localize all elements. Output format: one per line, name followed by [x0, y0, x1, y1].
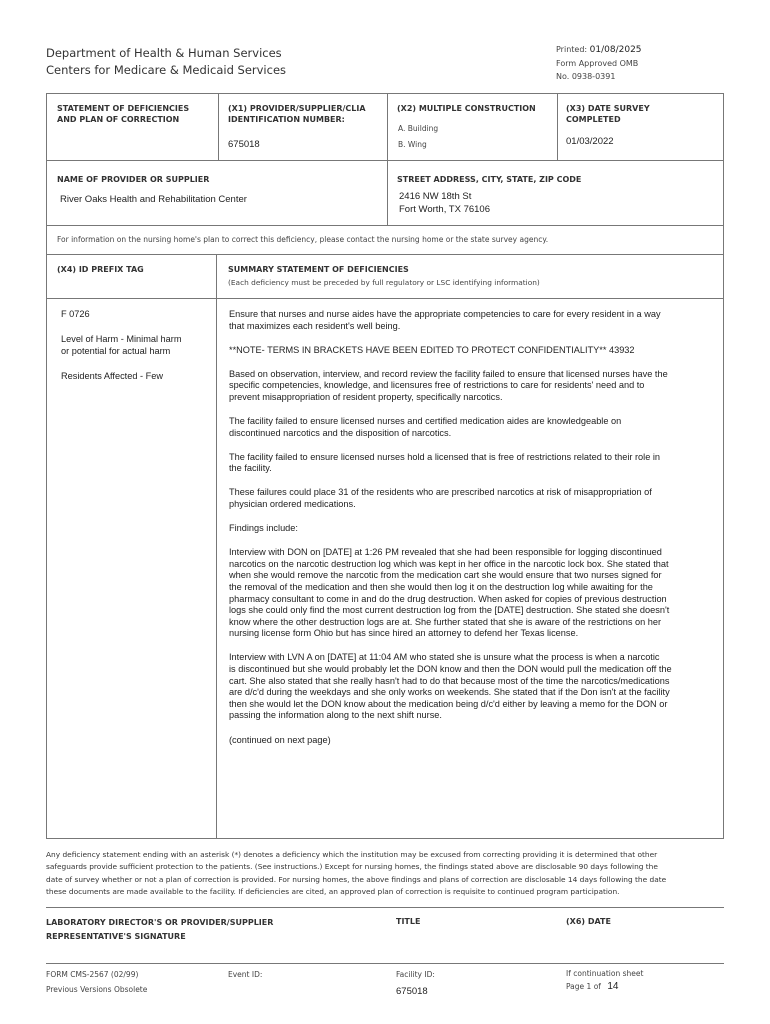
department-name: Department of Health & Human Services	[46, 46, 282, 60]
col-header-id-prefix: (X4) ID PREFIX TAG	[57, 265, 144, 274]
form-id: FORM CMS-2567 (02/99)	[46, 970, 139, 979]
wing-label: B. Wing	[398, 140, 427, 149]
printed-line	[556, 43, 642, 57]
centers-name: Centers for Medicare & Medicaid Services	[46, 63, 287, 77]
omb-line-1: Form Approved OMB	[556, 59, 639, 68]
facility-id-value: 675018	[396, 986, 428, 997]
divider-x1	[218, 93, 219, 161]
col-header-summary: SUMMARY STATEMENT OF DEFICIENCIES	[228, 265, 409, 274]
signature-top-border	[46, 907, 724, 908]
table-bottom-border	[46, 838, 724, 839]
event-id-label: Event ID:	[228, 970, 263, 979]
divider-x2	[387, 93, 388, 161]
title-label: TITLE	[396, 917, 421, 926]
top-border	[46, 93, 724, 94]
provider-id-label: (X1) PROVIDER/SUPPLIER/CLIA IDENTIFICATION NUMBER:	[228, 104, 366, 124]
date-label: (X6) DATE	[566, 917, 611, 926]
footer-top-border	[46, 963, 724, 964]
building-label: A. Building	[398, 124, 439, 133]
provider-id-value: 675018	[228, 139, 260, 150]
row-divider-3	[46, 254, 724, 255]
left-border-main	[46, 254, 47, 839]
divider-x3	[557, 93, 558, 161]
omb-line-2: No. 0938-0391	[556, 72, 616, 81]
printed-date: 01/08/2025	[589, 45, 642, 55]
divider-address	[387, 160, 388, 226]
tag-id: F 0726	[61, 309, 90, 319]
provider-name-label: NAME OF PROVIDER OR SUPPLIER	[57, 175, 210, 184]
continuation-label: If continuation sheet	[566, 969, 644, 978]
right-border-main	[723, 254, 724, 839]
column-divider	[216, 254, 217, 839]
multiple-construction-label: (X2) MULTIPLE CONSTRUCTION	[397, 104, 536, 113]
date-survey-label: (X3) DATE SURVEY COMPLETED	[566, 104, 650, 124]
facility-id-label: Facility ID:	[396, 970, 435, 979]
statement-label: STATEMENT OF DEFICIENCIES AND PLAN OF CORRECTION	[57, 104, 190, 124]
row-divider-1	[46, 160, 724, 161]
summary-paragraph: The facility failed to ensure licensed nurses and certified medication aides are knowledgeable on discontinued narcotics and the disposition of narcotics.	[229, 416, 622, 438]
previous-versions: Previous Versions Obsolete	[46, 985, 148, 994]
right-border-top	[723, 93, 724, 255]
summary-paragraph: Interview with LVN A on [DATE] at 11:04 AM who stated she is unsure what the process is when a narcotic is discontinued but she would probably let the DON know and then the DON would pull the medication off the cart. She also stated that she really hasn't had to do that because most of the time the narcotics/medications are d/c'd during the weekdays and she only works on weekends. She stated that if the Don isn't at the facility then she would let the DON know about the medication being d/c'd either by leaving a memo for the DON or passing the information along to the next shift nurse.	[229, 652, 672, 721]
col-subheader-summary: (Each deficiency must be preceded by full regulatory or LSC identifying information)	[228, 278, 540, 287]
address-line-2: Fort Worth, TX 76106	[399, 204, 490, 215]
level-of-harm: Level of Harm - Minimal harm or potential for actual harm	[61, 334, 182, 356]
summary-paragraph: Ensure that nurses and nurse aides have the appropriate competencies to care for every resident in a way that maximizes each resident's well being.	[229, 309, 661, 331]
page-label: Page 1 of	[566, 982, 601, 991]
summary-paragraph: Findings include:	[229, 523, 298, 534]
summary-paragraph: Interview with DON on [DATE] at 1:26 PM revealed that she had been responsible for logging discontinued narcotics on the narcotic destruction log which was kept in her office in the narcotic lock box. She stated that when she would remove the narcotic from the medication cart she would ensure that two nurses signed for the removal of the medication and then she would then log it on the destruction log while awaiting for the pharmacy consultant to come in and do the drug destruction. When asked for copies of previous destruction logs she could only find the most current destruction log from the [DATE] destruction. She stated she doesn't know where the other destruction logs are at. She further stated that she is aware of the restrictions on her nursing license form Ohio but has since hired an attorney to defend her Texas license.	[229, 547, 670, 639]
left-border-top	[46, 93, 47, 255]
info-line: For information on the nursing home's plan to correct this deficiency, please contact the nursing home or the state survey agency.	[57, 235, 549, 244]
disclosure-notice: Any deficiency statement ending with an asterisk (*) denotes a deficiency which the institution may be excused from correcting providing it is determined that other safeguards provide sufficient protection to the patients. (See instructions.) Except for nursing homes, the findings stated above are disclosable 90 days following the date of survey whether or not a plan of correction is provided. For nursing homes, the above findings and plans of correction are disclosable 14 days following the date these documents are made available to the facility. If deficiencies are cited, an approved plan of correction is requisite to continued program participation.	[46, 850, 667, 896]
address-line-1: 2416 NW 18th St	[399, 191, 472, 202]
page-indicator	[566, 981, 618, 993]
provider-name-value: River Oaks Health and Rehabilitation Center	[60, 194, 247, 205]
continued-note: (continued on next page)	[229, 734, 331, 745]
printed-label: Printed:	[556, 45, 588, 54]
page-total: 14	[607, 981, 619, 992]
director-signature-label: LABORATORY DIRECTOR'S OR PROVIDER/SUPPLIER REPRESENTATIVE'S SIGNATURE	[46, 918, 274, 941]
summary-paragraph: These failures could place 31 of the residents who are prescribed narcotics at risk of misappropriation of physician ordered medications.	[229, 487, 652, 510]
row-divider-2	[46, 225, 724, 226]
summary-paragraph: **NOTE- TERMS IN BRACKETS HAVE BEEN EDITED TO PROTECT CONFIDENTIALITY** 43932	[229, 344, 635, 355]
summary-body	[229, 309, 719, 759]
residents-affected: Residents Affected - Few	[61, 371, 163, 381]
summary-paragraph: The facility failed to ensure licensed nurses hold a licensed that is free of restrictions related to their role in the facility.	[229, 451, 661, 474]
table-header-divider	[46, 298, 724, 299]
address-label: STREET ADDRESS, CITY, STATE, ZIP CODE	[397, 175, 582, 184]
date-survey-value: 01/03/2022	[566, 136, 614, 147]
summary-paragraph: Based on observation, interview, and record review the facility failed to ensure that licensed nurses have the specific competencies, knowledge, and licensures free of restrictions to care for residents' need and to prevent misappropriation of resident property, specifically narcotics.	[229, 368, 668, 402]
